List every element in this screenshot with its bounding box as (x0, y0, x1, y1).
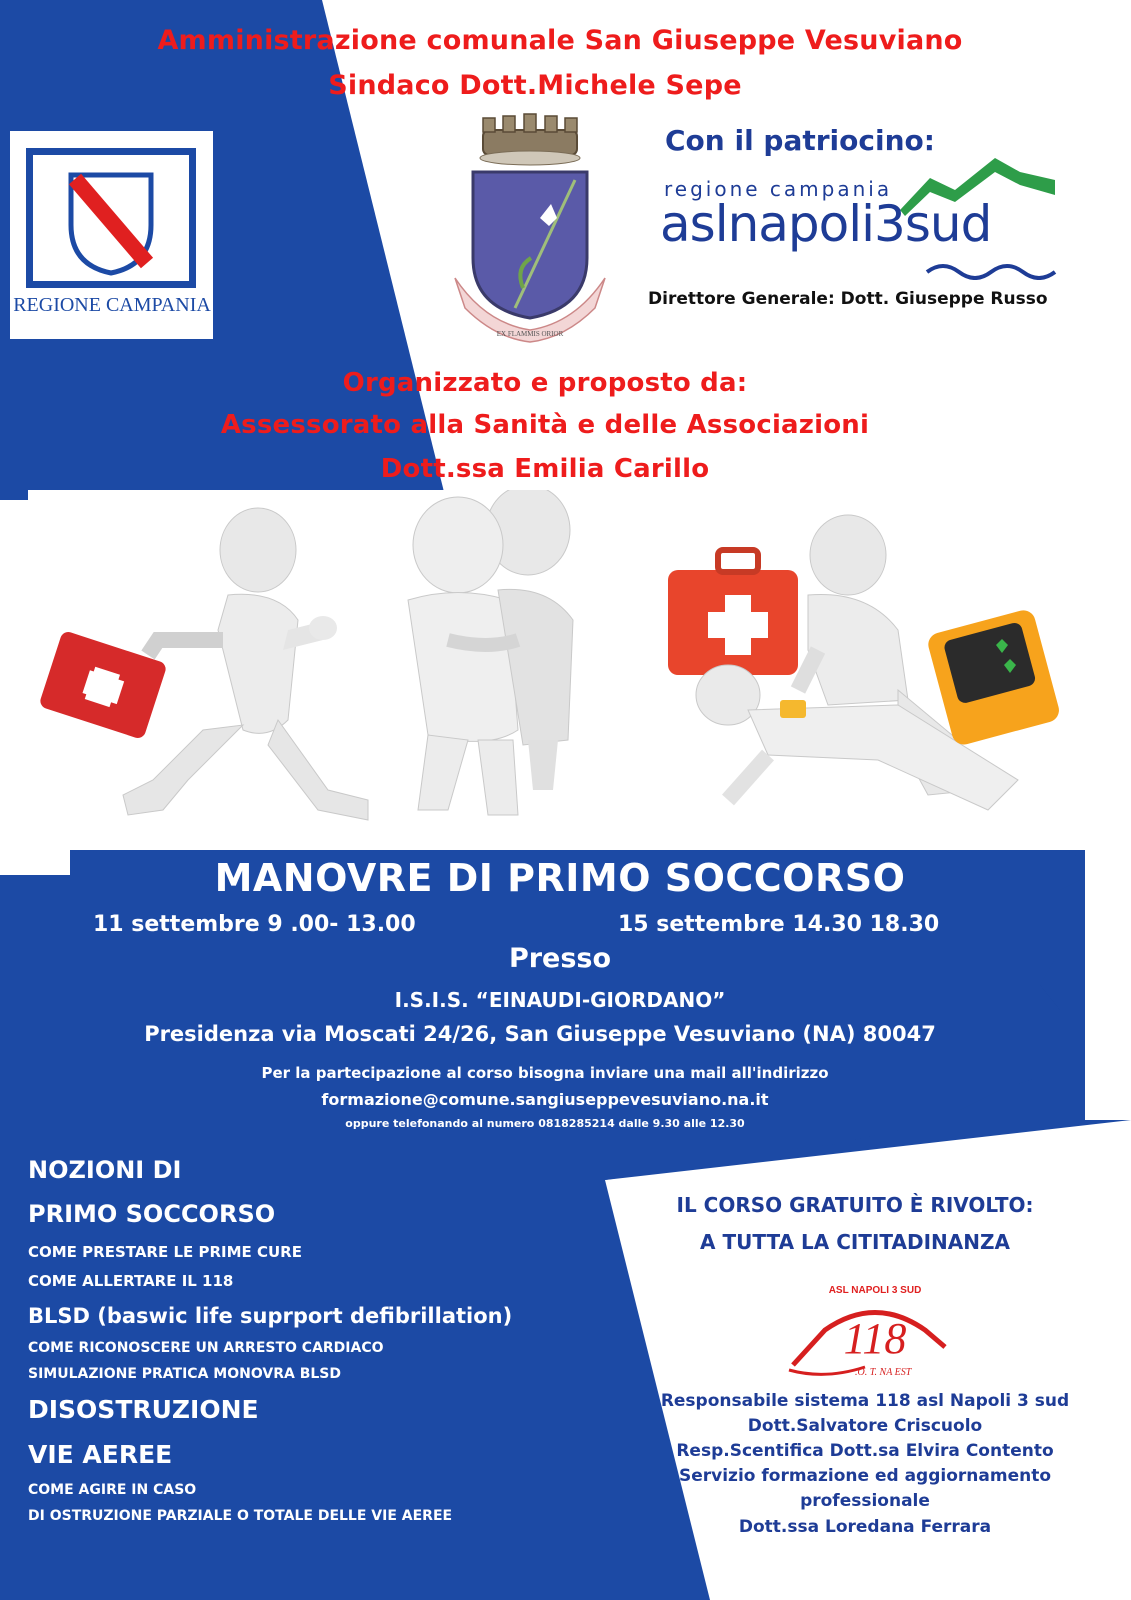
asl-wave-icon (925, 260, 1060, 280)
credits-line3: Resp.Scentifica Dott.sa Elvira Contento (676, 1441, 1054, 1461)
topic-heading-3a: DISOSTRUZIONE (28, 1395, 259, 1424)
topic-item-4: SIMULAZIONE PRATICA MONOVRA BLSD (28, 1366, 341, 1382)
credits-line6: Dott.ssa Loredana Ferrara (738, 1517, 992, 1537)
email-link[interactable]: formazione@comune.sangiuseppevesuviano.na.it (321, 1090, 769, 1109)
asl-big-label: aslnapoli3sud (660, 195, 992, 253)
audience-line2: A TUTTA LA CITITADINANZA (700, 1230, 1010, 1254)
topic-heading-3b: VIE AEREE (28, 1440, 173, 1469)
topic-item-2: COME ALLERTARE IL 118 (28, 1272, 234, 1290)
coat-of-arms (445, 108, 615, 348)
topic-heading-2: BLSD (baswic life suprport defibrillation) (28, 1304, 513, 1328)
coat-of-arms-icon (445, 108, 615, 348)
topic-item-1: COME PRESTARE LE PRIME CURE (28, 1243, 302, 1261)
credits-line2: Dott.Salvatore Criscuolo (747, 1416, 983, 1436)
credits-line4: Servizio formazione ed aggiornamento (678, 1466, 1052, 1486)
direttore-label: Direttore Generale: Dott. Giuseppe Russo (648, 289, 1048, 309)
asl-small-label: regione campania (664, 177, 893, 201)
address-label: Presidenza via Moscati 24/26, San Giuseppe Vesuviano (NA) 80047 (144, 1022, 936, 1046)
heimlich-figures (408, 490, 573, 815)
organizer-line2: Assessorato alla Sanità e delle Associazioni (220, 410, 870, 440)
organizer-line3: Dott.ssa Emilia Carillo (380, 454, 710, 484)
cpr-scene (668, 515, 1062, 810)
regione-logo-frame (26, 148, 196, 288)
regione-label: REGIONE CAMPANIA (13, 294, 211, 316)
header-line1: Amministrazione comunale San Giuseppe Vesuviano (157, 25, 963, 56)
patrocinio-label: Con il patriocino: (665, 124, 935, 157)
regione-shield-icon (33, 155, 189, 281)
organizer-line1: Organizzato e proposto da: (342, 368, 748, 398)
first-aid-illustration (28, 490, 1103, 850)
credits-line1: Responsabile sistema 118 asl Napoli 3 sud (660, 1391, 1070, 1411)
audience-line1: IL CORSO GRATUITO È RIVOLTO: (676, 1193, 1034, 1217)
topic-item-3: COME RICONOSCERE UN ARRESTO CARDIACO (28, 1340, 384, 1356)
regione-campania-logo (10, 131, 213, 339)
logo-118-sub: .O. T. NA EST (855, 1367, 912, 1378)
school-label: I.S.I.S. “EINAUDI-GIORDANO” (394, 988, 726, 1012)
topic-heading-1a: NOZIONI DI (28, 1156, 182, 1184)
header-line2: Sindaco Dott.Michele Sepe (328, 70, 742, 101)
logo-118-number: 118 (843, 1314, 907, 1363)
presso-label: Presso (508, 943, 612, 974)
info-line-2: oppure telefonando al numero 0818285214 dalle 9.30 alle 12.30 (345, 1117, 745, 1130)
topic-heading-1b: PRIMO SOCCORSO (28, 1200, 276, 1228)
info-line-1: Per la partecipazione al corso bisogna inviare una mail all'indirizzo (261, 1064, 829, 1082)
topic-item-6: DI OSTRUZIONE PARZIALE O TOTALE DELLE VIE AEREE (28, 1508, 453, 1524)
logo-118 (785, 1285, 955, 1390)
logo-118-top: ASL NAPOLI 3 SUD (828, 1285, 922, 1296)
coat-motto: EX FLAMMIS ORIOR (496, 330, 564, 338)
event-date-1: 11 settembre 9 .00- 13.00 (93, 912, 416, 937)
event-title: MANOVRE DI PRIMO SOCCORSO (214, 856, 906, 900)
event-date-2: 15 settembre 14.30 18.30 (618, 912, 940, 937)
topic-item-5: COME AGIRE IN CASO (28, 1482, 197, 1498)
credits-line5: professionale (800, 1491, 930, 1511)
